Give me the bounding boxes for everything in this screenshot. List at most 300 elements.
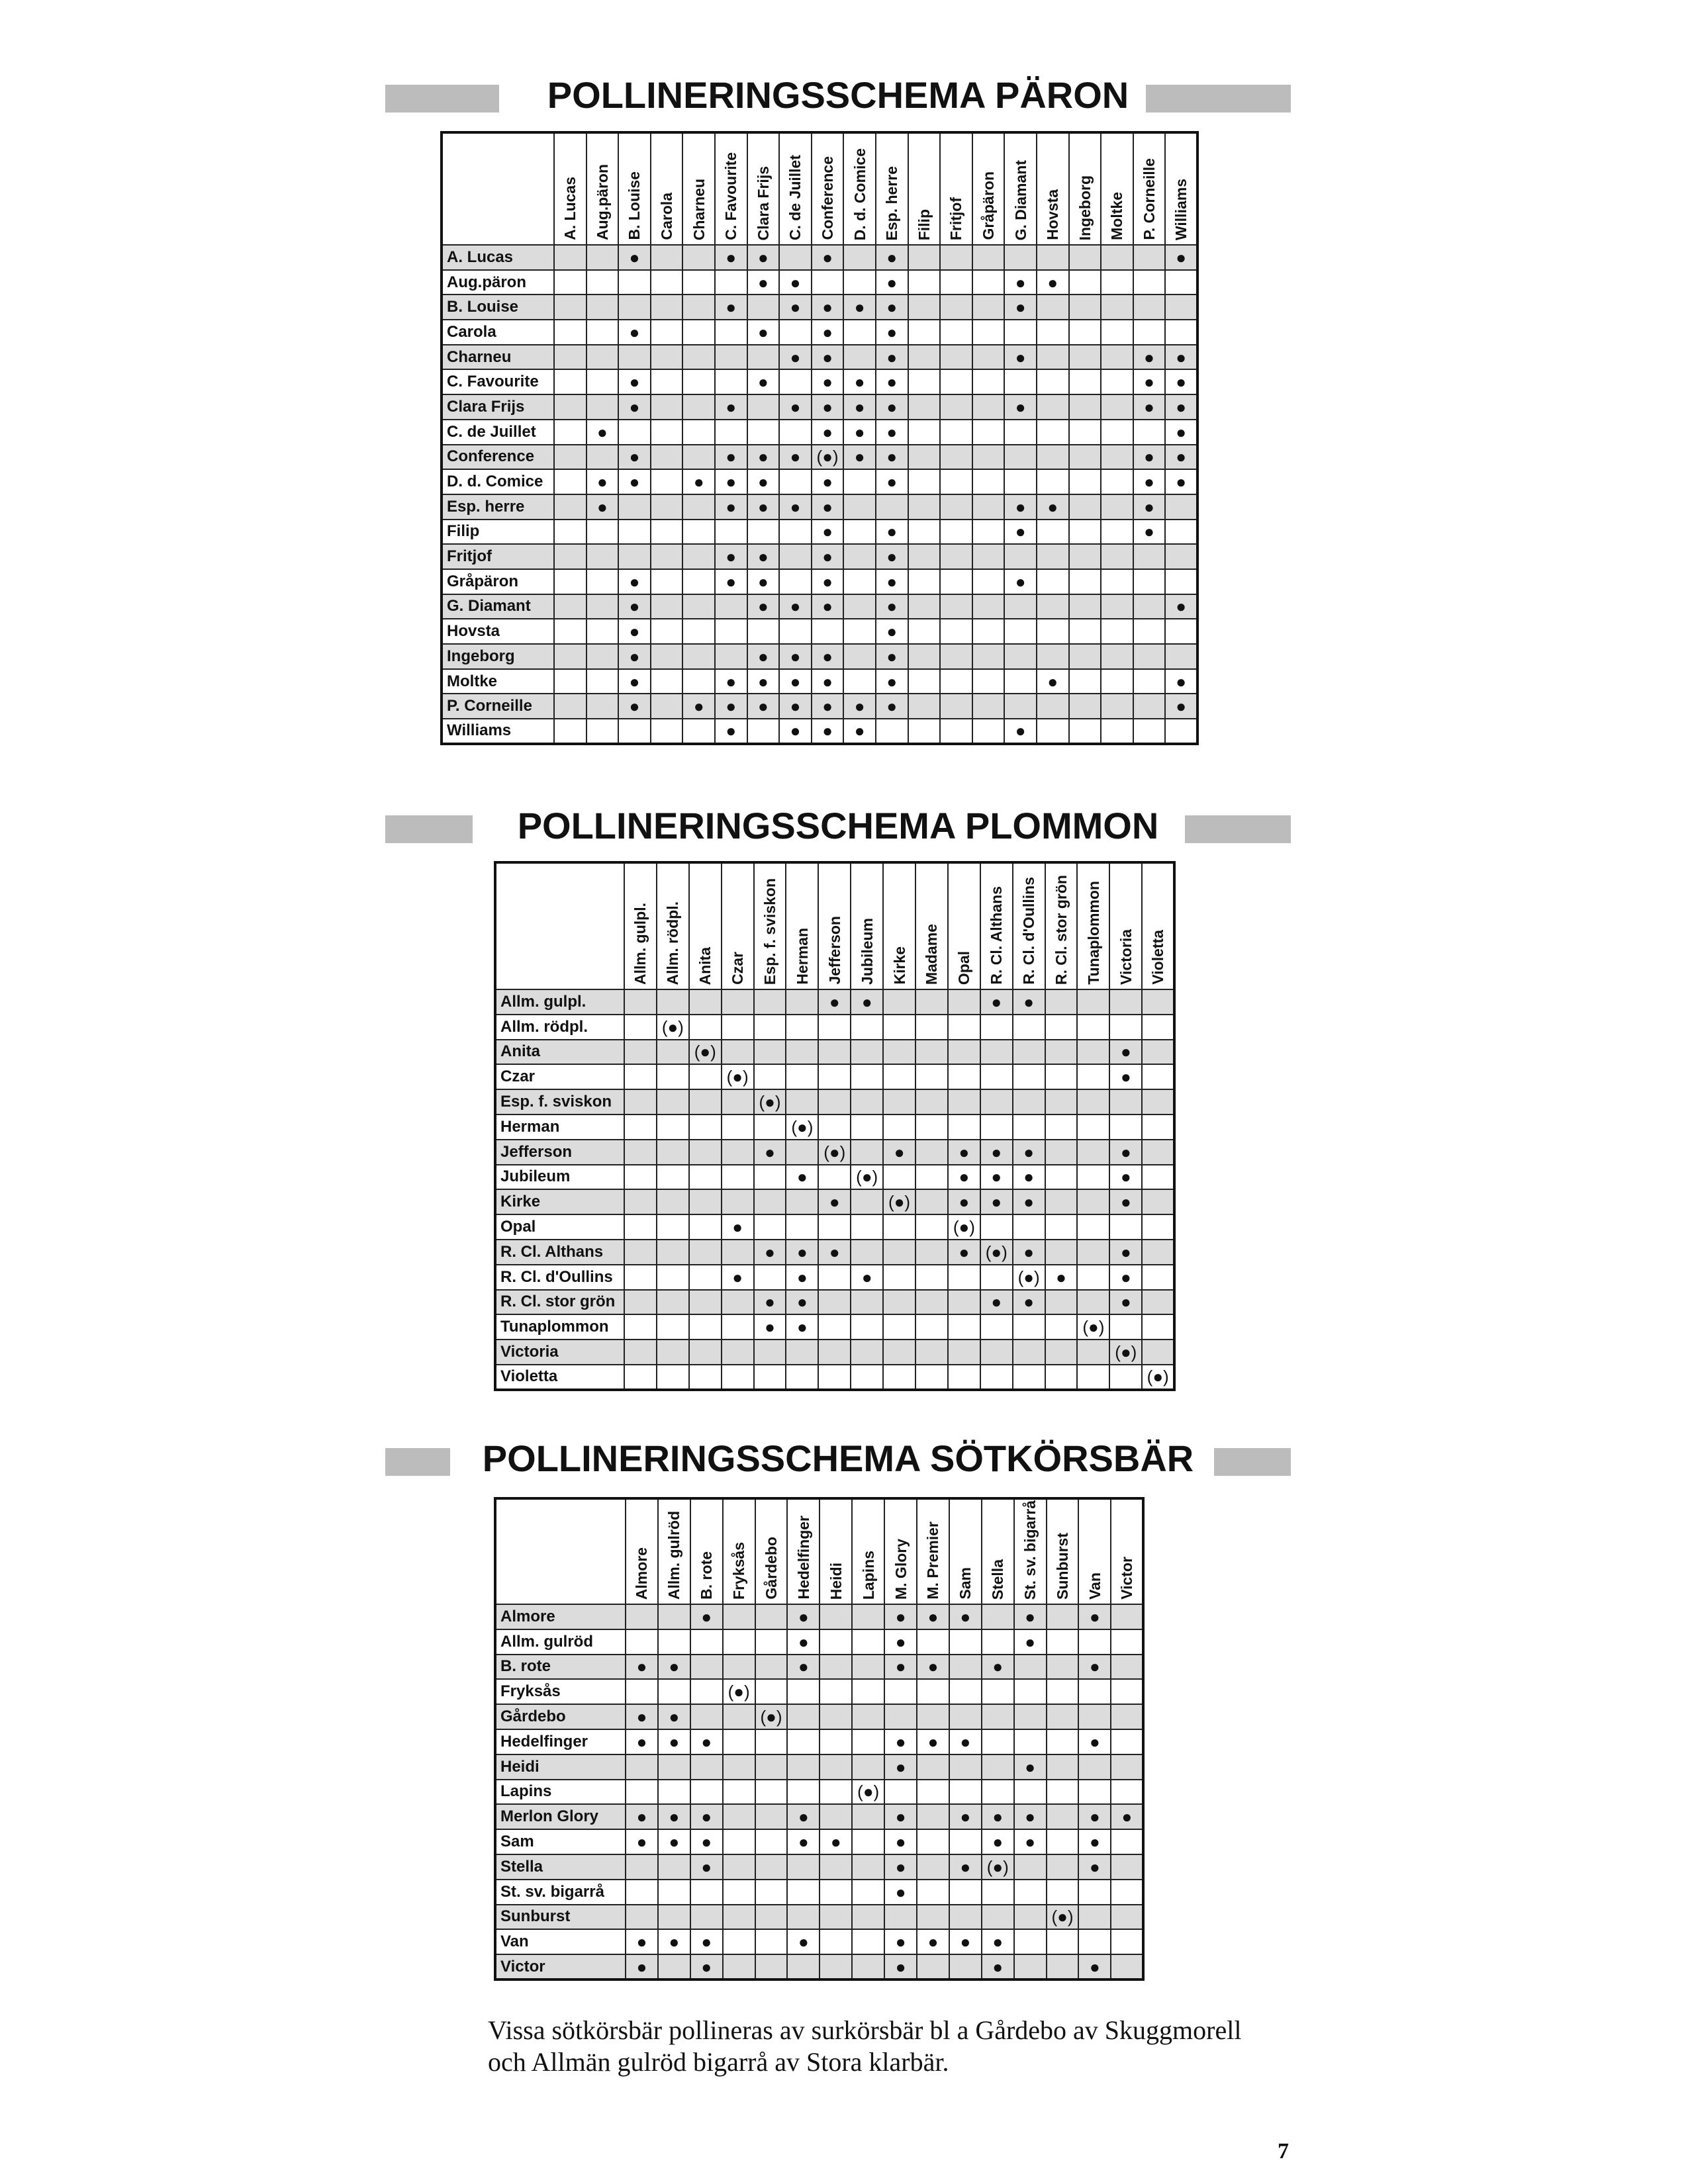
- grid-cell: [908, 594, 941, 619]
- grid-cell: [618, 270, 651, 295]
- grid-cell: [908, 494, 941, 520]
- grid-cell: [1109, 1089, 1142, 1115]
- grid-cell: [1111, 1854, 1143, 1880]
- grid-cell: [940, 345, 972, 370]
- table-row: [442, 469, 1197, 494]
- grid-cell: [908, 544, 941, 569]
- grid-cell: [651, 394, 683, 420]
- grid-cell: [1014, 1905, 1047, 1930]
- grid-cell: [940, 719, 972, 744]
- grid-cell: [1111, 1729, 1143, 1754]
- grid-cell: [722, 1340, 754, 1365]
- column-label: Allm. gulröd: [665, 1510, 683, 1600]
- grid-cell: [723, 1754, 755, 1780]
- grid-cell: [852, 1629, 884, 1655]
- column-header: [980, 862, 1013, 989]
- row-label: Sam: [495, 1829, 626, 1854]
- grid-cell: [982, 1679, 1014, 1704]
- grid-cell: [1078, 1704, 1111, 1729]
- grid-cell: [1111, 1629, 1143, 1655]
- grid-cell: [689, 1089, 722, 1115]
- grid-cell: [754, 989, 786, 1015]
- grid-cell: [1004, 669, 1037, 694]
- column-header: [820, 1498, 852, 1604]
- column-header: [689, 862, 722, 989]
- grid-cell: [1142, 1015, 1174, 1040]
- grid-cell: [972, 669, 1005, 694]
- grid-cell: [626, 1754, 658, 1780]
- grid-cell: [820, 1704, 852, 1729]
- grid-cell: [586, 694, 619, 719]
- grid-cell: [948, 1290, 980, 1315]
- pollinator-mark: ●: [812, 345, 844, 370]
- grid-cell: [1142, 1290, 1174, 1315]
- column-label: Aug.päron: [593, 164, 611, 240]
- grid-cell: [851, 1290, 883, 1315]
- grid-cell: [1013, 1314, 1045, 1340]
- pollinator-mark: ●: [812, 569, 844, 594]
- grid-cell: [940, 520, 972, 545]
- grid-cell: [651, 569, 683, 594]
- grid-cell: [754, 1165, 786, 1190]
- grid-cell: [1069, 569, 1102, 594]
- grid-cell: [624, 1290, 657, 1315]
- grid-cell: [948, 1265, 980, 1290]
- grid-cell: [651, 245, 683, 270]
- pollinator-mark: ●: [779, 445, 812, 470]
- grid-cell: [1045, 1340, 1078, 1365]
- pollinator-mark: ●: [1037, 669, 1069, 694]
- grid-cell: [1037, 619, 1069, 644]
- grid-cell: [658, 1754, 690, 1780]
- pollinator-mark: ●: [812, 320, 844, 345]
- pollinator-mark: ●: [980, 1290, 1013, 1315]
- pollinator-mark: (●): [1013, 1265, 1045, 1290]
- grid-cell: [883, 1290, 915, 1315]
- pollinator-mark: ●: [690, 1729, 723, 1754]
- grid-cell: [972, 345, 1005, 370]
- grid-cell: [624, 1240, 657, 1265]
- pollinator-mark: ●: [876, 345, 908, 370]
- grid-cell: [883, 1314, 915, 1340]
- grid-cell: [908, 469, 941, 494]
- pollinator-mark: ●: [1133, 520, 1166, 545]
- pollinator-mark: ●: [658, 1929, 690, 1954]
- row-label: Sunburst: [495, 1905, 626, 1930]
- grid-cell: [1014, 1929, 1047, 1954]
- pollinator-mark: ●: [779, 594, 812, 619]
- grid-cell: [1047, 1954, 1079, 1979]
- pollinator-mark: ●: [884, 1729, 917, 1754]
- grid-cell: [755, 1754, 788, 1780]
- grid-cell: [682, 619, 715, 644]
- grid-cell: [722, 1089, 754, 1115]
- row-label: Victoria: [495, 1340, 624, 1365]
- grid-cell: [980, 1040, 1013, 1065]
- grid-cell: [1101, 694, 1133, 719]
- column-label: B. Louise: [626, 171, 643, 240]
- grid-cell: [657, 989, 689, 1015]
- table-row: [495, 1629, 1143, 1655]
- pollinator-mark: ●: [1013, 1290, 1045, 1315]
- grid-cell: [820, 1854, 852, 1880]
- pollinator-mark: ●: [812, 420, 844, 445]
- column-header: [747, 132, 780, 245]
- row-label: Lapins: [495, 1780, 626, 1805]
- grid-cell: [820, 1679, 852, 1704]
- pollinator-mark: ●: [1165, 394, 1197, 420]
- grid-cell: [940, 445, 972, 470]
- row-label: Aug.päron: [442, 270, 554, 295]
- grid-cell: [586, 445, 619, 470]
- grid-cell: [779, 469, 812, 494]
- column-label: Madame: [923, 923, 941, 985]
- pollinator-mark: ●: [812, 394, 844, 420]
- grid-cell: [779, 520, 812, 545]
- grid-cell: [786, 1064, 818, 1089]
- pollinator-mark: ●: [1133, 394, 1166, 420]
- table-row: [442, 719, 1197, 744]
- grid-cell: [917, 1804, 949, 1829]
- grid-cell: [1047, 1929, 1079, 1954]
- grid-cell: [657, 1115, 689, 1140]
- grid-cell: [1045, 1015, 1078, 1040]
- grid-cell: [690, 1704, 723, 1729]
- grid-cell: [1111, 1604, 1143, 1629]
- grid-cell: [786, 1340, 818, 1365]
- grid-cell: [626, 1880, 658, 1905]
- row-label: Williams: [442, 719, 554, 744]
- pollinator-mark: ●: [1133, 369, 1166, 394]
- pollinator-mark: ●: [690, 1604, 723, 1629]
- grid-cell: [554, 694, 586, 719]
- pollinator-mark: ●: [658, 1655, 690, 1680]
- grid-cell: [851, 1015, 883, 1040]
- column-header: [851, 862, 883, 989]
- pollinator-mark: ●: [1109, 1165, 1142, 1190]
- grid-cell: [1101, 295, 1133, 320]
- pollinator-mark: ●: [722, 1265, 754, 1290]
- grid-cell: [747, 420, 780, 445]
- grid-cell: [1069, 544, 1102, 569]
- pollinator-mark: ●: [715, 569, 747, 594]
- pollinator-mark: ●: [626, 1929, 658, 1954]
- pollinator-mark: ●: [1133, 345, 1166, 370]
- column-header: [1078, 1498, 1111, 1604]
- grid-cell: [812, 619, 844, 644]
- grid-cell: [852, 1655, 884, 1680]
- grid-cell: [1165, 644, 1197, 669]
- column-label: Almore: [633, 1547, 651, 1600]
- grid-cell: [1101, 394, 1133, 420]
- column-header: [554, 132, 586, 245]
- pollinator-mark: ●: [851, 989, 883, 1015]
- grid-cell: [982, 1704, 1014, 1729]
- table-row: [495, 1604, 1143, 1629]
- grid-cell: [1069, 594, 1102, 619]
- column-header: [754, 862, 786, 989]
- grid-cell: [940, 569, 972, 594]
- grid-cell: [1109, 1015, 1142, 1040]
- grid-cell: [1047, 1754, 1079, 1780]
- grid-cell: [883, 1015, 915, 1040]
- grid-cell: [1142, 1115, 1174, 1140]
- grid-cell: [747, 295, 780, 320]
- grid-cell: [820, 1604, 852, 1629]
- grid-cell: [1013, 1089, 1045, 1115]
- grid-cell: [754, 1064, 786, 1089]
- pollinator-mark: ●: [618, 619, 651, 644]
- pollinator-mark: ●: [787, 1604, 820, 1629]
- grid-cell: [1004, 619, 1037, 644]
- grid-cell: [689, 1340, 722, 1365]
- grid-cell: [852, 1929, 884, 1954]
- pollinator-mark: ●: [812, 694, 844, 719]
- grid-cell: [1037, 369, 1069, 394]
- pollinator-mark: ●: [747, 445, 780, 470]
- pollinator-mark: ●: [884, 1880, 917, 1905]
- row-label: Almore: [495, 1604, 626, 1629]
- grid-cell: [787, 1905, 820, 1930]
- pollinator-mark: ●: [876, 320, 908, 345]
- grid-cell: [883, 1265, 915, 1290]
- pollinator-mark: ●: [779, 494, 812, 520]
- grid-cell: [1037, 569, 1069, 594]
- grid-cell: [820, 1729, 852, 1754]
- grid-cell: [1133, 644, 1166, 669]
- table-row: [495, 1829, 1143, 1854]
- row-label: Allm. rödpl.: [495, 1015, 624, 1040]
- grid-cell: [1004, 469, 1037, 494]
- row-label: Hedelfinger: [495, 1729, 626, 1754]
- grid-cell: [1013, 1365, 1045, 1390]
- column-label: Stella: [989, 1559, 1007, 1600]
- grid-cell: [820, 1804, 852, 1829]
- grid-cell: [689, 1290, 722, 1315]
- pollinator-mark: ●: [876, 644, 908, 669]
- grid-cell: [940, 320, 972, 345]
- pollinator-mark: ●: [1165, 420, 1197, 445]
- row-label: Stella: [495, 1854, 626, 1880]
- grid-cell: [657, 1189, 689, 1214]
- pollination-table-sotkorsbar: [494, 1497, 1145, 1981]
- pollinator-mark: ●: [812, 369, 844, 394]
- grid-cell: [818, 1015, 851, 1040]
- pollinator-mark: ●: [747, 469, 780, 494]
- pollinator-mark: ●: [1004, 295, 1037, 320]
- grid-cell: [883, 1240, 915, 1265]
- grid-cell: [1133, 569, 1166, 594]
- pollinator-mark: ●: [715, 469, 747, 494]
- column-header: [586, 132, 619, 245]
- column-label: Heidi: [827, 1562, 845, 1600]
- column-label: St. sv. bigarrå: [1021, 1500, 1039, 1600]
- grid-cell: [1069, 369, 1102, 394]
- table-row: [495, 1290, 1174, 1315]
- grid-cell: [1013, 1015, 1045, 1040]
- grid-cell: [883, 989, 915, 1015]
- grid-cell: [682, 569, 715, 594]
- grid-cell: [1165, 494, 1197, 520]
- grid-cell: [1069, 719, 1102, 744]
- pollinator-mark: ●: [884, 1929, 917, 1954]
- row-label: G. Diamant: [442, 594, 554, 619]
- grid-cell: [747, 719, 780, 744]
- pollinator-mark: ●: [1109, 1290, 1142, 1315]
- grid-cell: [851, 1214, 883, 1240]
- column-label: Tunaplommon: [1084, 881, 1102, 985]
- grid-cell: [755, 1604, 788, 1629]
- grid-cell: [1133, 245, 1166, 270]
- grid-cell: [1133, 719, 1166, 744]
- grid-cell: [1101, 320, 1133, 345]
- grid-cell: [554, 719, 586, 744]
- row-label: Moltke: [442, 669, 554, 694]
- grid-cell: [682, 494, 715, 520]
- grid-cell: [722, 1189, 754, 1214]
- grid-cell: [554, 320, 586, 345]
- pollinator-mark: ●: [1037, 494, 1069, 520]
- grid-cell: [820, 1929, 852, 1954]
- grid-cell: [1165, 295, 1197, 320]
- grid-cell: [915, 1290, 948, 1315]
- grid-cell: [1069, 270, 1102, 295]
- pollinator-mark: ●: [1078, 1604, 1111, 1629]
- pollinator-mark: ●: [1109, 1189, 1142, 1214]
- grid-cell: [1165, 544, 1197, 569]
- pollinator-mark: ●: [787, 1829, 820, 1854]
- grid-cell: [1142, 989, 1174, 1015]
- grid-cell: [1069, 520, 1102, 545]
- pollinator-mark: ●: [1078, 1655, 1111, 1680]
- grid-cell: [1069, 394, 1102, 420]
- grid-cell: [940, 694, 972, 719]
- grid-cell: [755, 1729, 788, 1754]
- grid-cell: [1014, 1954, 1047, 1979]
- pollinator-mark: ●: [1013, 989, 1045, 1015]
- grid-cell: [1069, 694, 1102, 719]
- column-label: Ingeborg: [1076, 175, 1094, 240]
- grid-cell: [1014, 1729, 1047, 1754]
- grid-cell: [689, 1115, 722, 1140]
- pollinator-mark: ●: [618, 594, 651, 619]
- pollinator-mark: ●: [747, 270, 780, 295]
- column-header: [917, 1498, 949, 1604]
- pollinator-mark: ●: [1109, 1240, 1142, 1265]
- pollinator-mark: (●): [689, 1040, 722, 1065]
- pollinator-mark: (●): [723, 1679, 755, 1704]
- grid-cell: [1047, 1704, 1079, 1729]
- grid-cell: [618, 719, 651, 744]
- grid-cell: [1109, 1365, 1142, 1390]
- grid-cell: [682, 295, 715, 320]
- grid-cell: [1047, 1804, 1079, 1829]
- grid-cell: [657, 1040, 689, 1065]
- pollinator-mark: ●: [1078, 1729, 1111, 1754]
- grid-cell: [843, 469, 876, 494]
- row-label: Fritjof: [442, 544, 554, 569]
- grid-cell: [1069, 445, 1102, 470]
- grid-cell: [1037, 445, 1069, 470]
- table-row: [442, 445, 1197, 470]
- pollinator-mark: ●: [1014, 1804, 1047, 1829]
- grid-cell: [651, 369, 683, 394]
- grid-cell: [586, 544, 619, 569]
- grid-cell: [915, 1115, 948, 1140]
- table-row: [495, 1015, 1174, 1040]
- pollinator-mark: ●: [980, 1140, 1013, 1165]
- table-row: [442, 669, 1197, 694]
- grid-cell: [651, 619, 683, 644]
- grid-cell: [657, 1365, 689, 1390]
- grid-cell: [883, 1365, 915, 1390]
- grid-cell: [682, 445, 715, 470]
- grid-cell: [820, 1780, 852, 1805]
- pollinator-mark: ●: [1165, 445, 1197, 470]
- column-label: Esp. f. sviskon: [761, 878, 778, 985]
- pollinator-mark: ●: [690, 1804, 723, 1829]
- grid-cell: [1077, 989, 1109, 1015]
- grid-cell: [1142, 1340, 1174, 1365]
- pollinator-mark: ●: [949, 1854, 982, 1880]
- grid-cell: [658, 1954, 690, 1979]
- grid-cell: [1133, 544, 1166, 569]
- grid-cell: [948, 1340, 980, 1365]
- grid-cell: [1069, 345, 1102, 370]
- grid-cell: [755, 1679, 788, 1704]
- grid-cell: [723, 1729, 755, 1754]
- pollinator-mark: ●: [1165, 694, 1197, 719]
- pollinator-mark: ●: [682, 694, 715, 719]
- grid-cell: [972, 320, 1005, 345]
- column-label: Gråpäron: [980, 171, 998, 240]
- pollinator-mark: ●: [786, 1240, 818, 1265]
- pollinator-mark: ●: [787, 1804, 820, 1829]
- pollinator-mark: ●: [1013, 1240, 1045, 1265]
- grid-cell: [723, 1604, 755, 1629]
- grid-cell: [754, 1040, 786, 1065]
- grid-cell: [972, 270, 1005, 295]
- grid-cell: [1014, 1880, 1047, 1905]
- grid-cell: [1111, 1929, 1143, 1954]
- pollinator-mark: ●: [812, 469, 844, 494]
- grid-cell: [786, 1040, 818, 1065]
- table-row: [442, 245, 1197, 270]
- grid-cell: [1045, 989, 1078, 1015]
- grid-cell: [690, 1880, 723, 1905]
- pollinator-mark: ●: [1109, 1040, 1142, 1065]
- grid-cell: [657, 1265, 689, 1290]
- grid-cell: [682, 719, 715, 744]
- grid-cell: [852, 1854, 884, 1880]
- grid-cell: [682, 594, 715, 619]
- header-corner: [442, 132, 554, 245]
- title-sotkorsbar: [385, 1437, 1291, 1480]
- grid-cell: [915, 1040, 948, 1065]
- pollinator-mark: ●: [715, 245, 747, 270]
- grid-cell: [723, 1780, 755, 1805]
- grid-cell: [554, 369, 586, 394]
- grid-cell: [1014, 1679, 1047, 1704]
- grid-cell: [1133, 295, 1166, 320]
- pollinator-mark: ●: [786, 1165, 818, 1190]
- grid-cell: [682, 320, 715, 345]
- grid-cell: [787, 1729, 820, 1754]
- grid-cell: [1101, 494, 1133, 520]
- pollinator-mark: ●: [1045, 1265, 1078, 1290]
- column-label: Victor: [1118, 1557, 1136, 1600]
- grid-cell: [818, 1064, 851, 1089]
